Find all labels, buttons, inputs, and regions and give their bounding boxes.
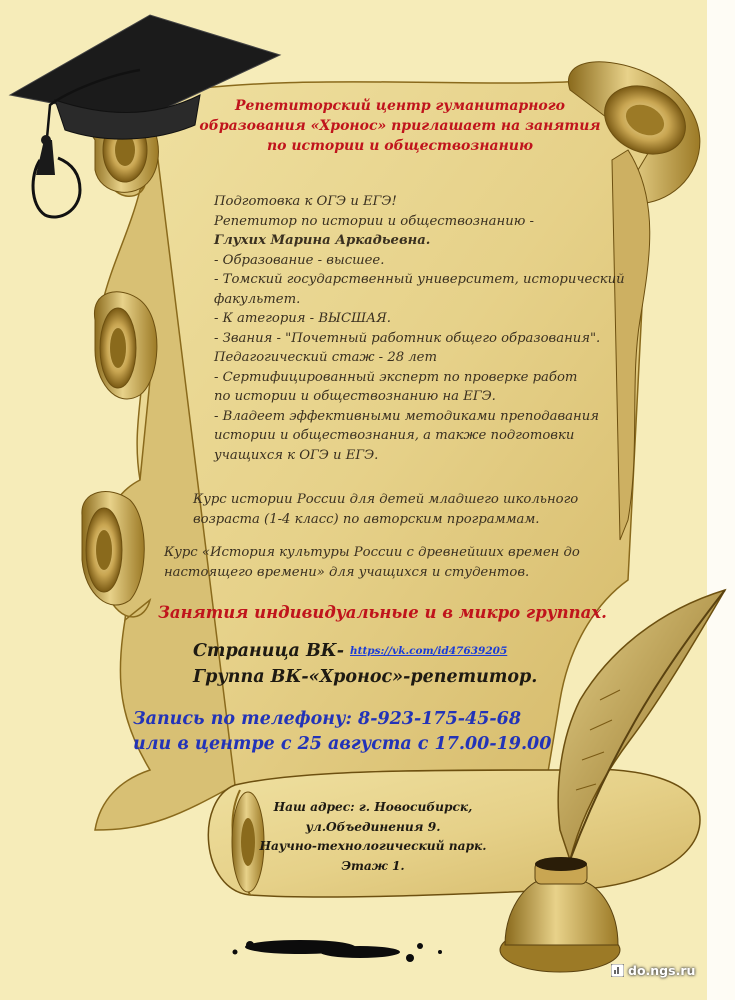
- watermark-logo-icon: [611, 964, 624, 977]
- info-line: Подготовка к ОГЭ и ЕГЭ!: [214, 194, 397, 209]
- course-line: настоящего времени» для учащихся и студентов.: [164, 565, 530, 580]
- vk-contacts: [193, 638, 537, 690]
- address-line: Наш адрес: г. Новосибирск,: [273, 800, 473, 814]
- vk-page-link[interactable]: https://vk.com/id47639205: [349, 645, 508, 657]
- phone-line: Запись по телефону: 8-923-175-45-68: [133, 709, 522, 729]
- heading-line: по истории и обществознанию: [266, 138, 534, 154]
- tutor-name: Глухих Марина Аркадьевна.: [214, 233, 431, 248]
- info-line: по истории и обществознанию на ЕГЭ.: [214, 389, 496, 404]
- course-line: Курс «История культуры России с древнейших времен до: [164, 545, 580, 560]
- phone-signup: [133, 707, 551, 757]
- tutor-info: [214, 192, 644, 465]
- info-line: учащихся к ОГЭ и ЕГЭ.: [214, 447, 379, 463]
- ink-splatter-icon: [233, 940, 443, 962]
- address-line: Научно-технологический парк.: [259, 839, 487, 853]
- info-line: факультет.: [214, 291, 301, 307]
- address-line: ул.Объединения 9.: [305, 819, 441, 834]
- vk-page-label: Страница ВК-: [193, 641, 344, 661]
- vk-page-row: [193, 638, 537, 664]
- heading-line: Репетиторский центр гуманитарного: [235, 98, 565, 114]
- scroll-curl-lower-left: [82, 492, 144, 605]
- hours-line: или в центре с 25 августа с 17.00-19.00: [133, 734, 552, 754]
- course-culture-history: [164, 543, 580, 583]
- info-line: - Томский государственный университет, исторический: [214, 272, 625, 287]
- watermark: do.ngs.ru: [628, 963, 696, 978]
- course-junior-history: [193, 490, 578, 530]
- info-line: Педагогический стаж - 28 лет: [214, 350, 437, 365]
- info-line: - К атегория - ВЫСШАЯ.: [214, 311, 391, 326]
- info-line: - Образование - высшее.: [214, 252, 385, 268]
- info-line: - Владеет эффективными методиками преподавания: [214, 408, 599, 424]
- center-heading: [190, 96, 610, 156]
- vk-group-label: Группа ВК-«Хронос»-репетитор.: [193, 667, 538, 687]
- info-line: - Звания - "Почетный работник общего образования".: [214, 330, 601, 346]
- info-line: - Сертифицированный эксперт по проверке работ: [214, 369, 578, 385]
- address: [244, 798, 502, 876]
- course-line: возраста (1-4 класс) по авторским программам.: [193, 512, 540, 527]
- info-line: истории и обществознания, а также подготовки: [214, 428, 575, 443]
- lessons-format: Занятия индивидуальные и в микро группах.: [158, 603, 607, 622]
- info-line: Репетитор по истории и обществознанию -: [214, 213, 534, 229]
- address-line: Этаж 1.: [341, 858, 405, 873]
- scroll-curl-middle-left: [94, 292, 156, 399]
- heading-line: образования «Хронос» приглашает на занятия: [199, 118, 601, 134]
- course-line: Курс истории России для детей младшего школьного: [193, 492, 579, 507]
